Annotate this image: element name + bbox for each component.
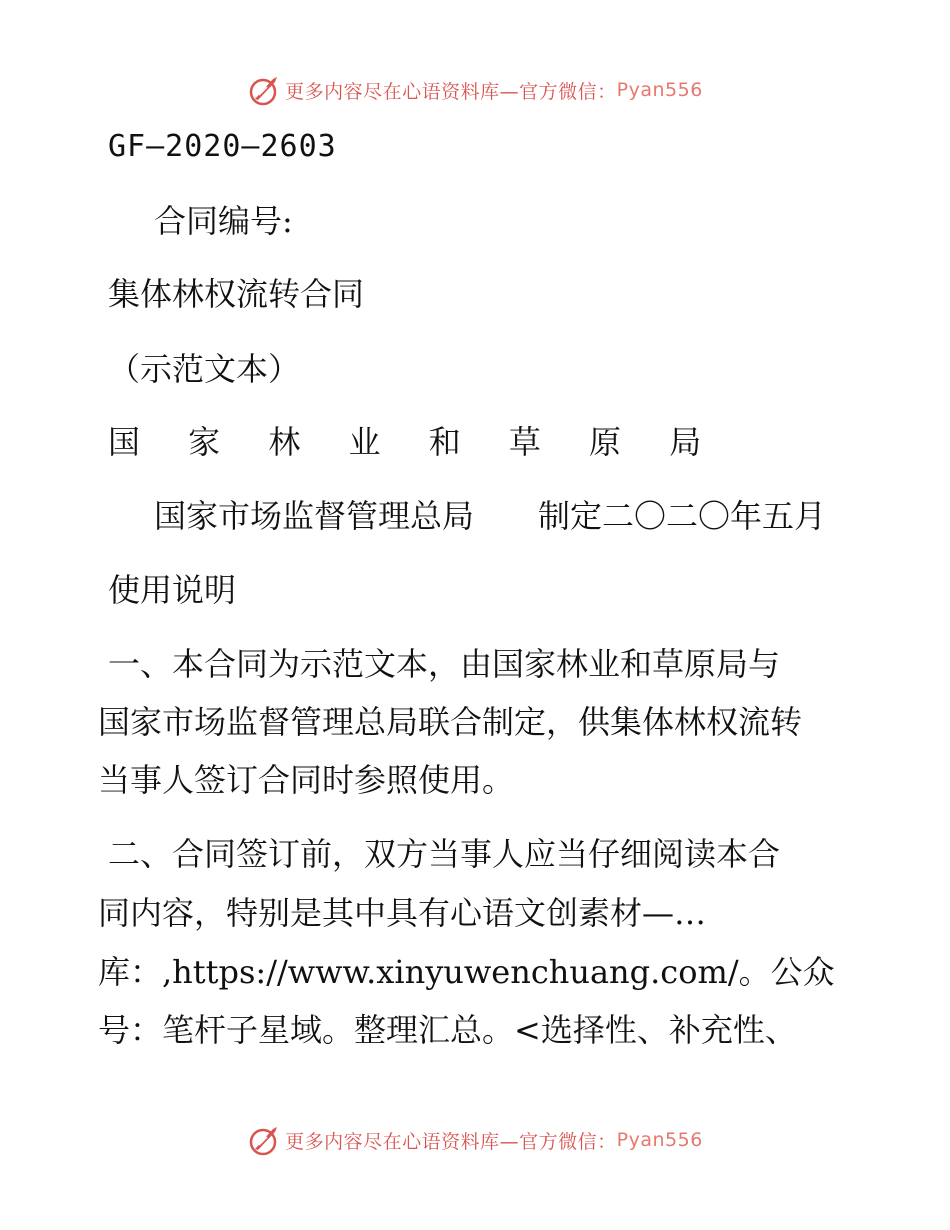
paragraph-line: 国家市场监督管理总局联合制定，供集体林权流转 [98,703,803,741]
paragraph-line: 当事人签订合同时参照使用。 [98,761,515,799]
watermark-wechat-id: Pyan556 [616,1129,703,1151]
contract-number-label: 合同编号: [154,202,293,240]
header-watermark [0,72,950,108]
footer-watermark [0,1122,950,1158]
issuer-forestry-administration: 国 家 林 业 和 草 原 局 [108,423,721,461]
instructions-heading: 使用说明 [108,571,237,609]
document-title: 集体林权流转合同 [108,275,365,313]
watermark-text: 更多内容尽在心语资料库—官方微信： [285,1130,617,1153]
watermark-wechat-id: Pyan556 [616,79,703,101]
paragraph-line: 号：笔杆子星域。整理汇总。<选择性、补充性、 [98,1011,797,1049]
paragraph-line: 二、合同签订前，双方当事人应当仔细阅读本合 [108,835,781,873]
quill-pen-icon [247,73,281,107]
watermark-text: 更多内容尽在心语资料库—官方微信： [285,80,617,103]
document-subtitle: （示范文本） [108,350,301,388]
paragraph-line: 库：,https://www.xinyuwenchuang.com/。公众 [98,953,835,991]
paragraph-line: 同内容，特别是其中具有心语文创素材—… [98,894,707,932]
quill-pen-icon [247,1123,281,1157]
document-code: GF—2020—2603 [108,129,337,164]
issuer-market-regulation-and-date: 国家市场监督管理总局 制定二〇二〇年五月 [154,497,827,535]
paragraph-line: 一、本合同为示范文本，由国家林业和草原局与 [108,645,781,683]
